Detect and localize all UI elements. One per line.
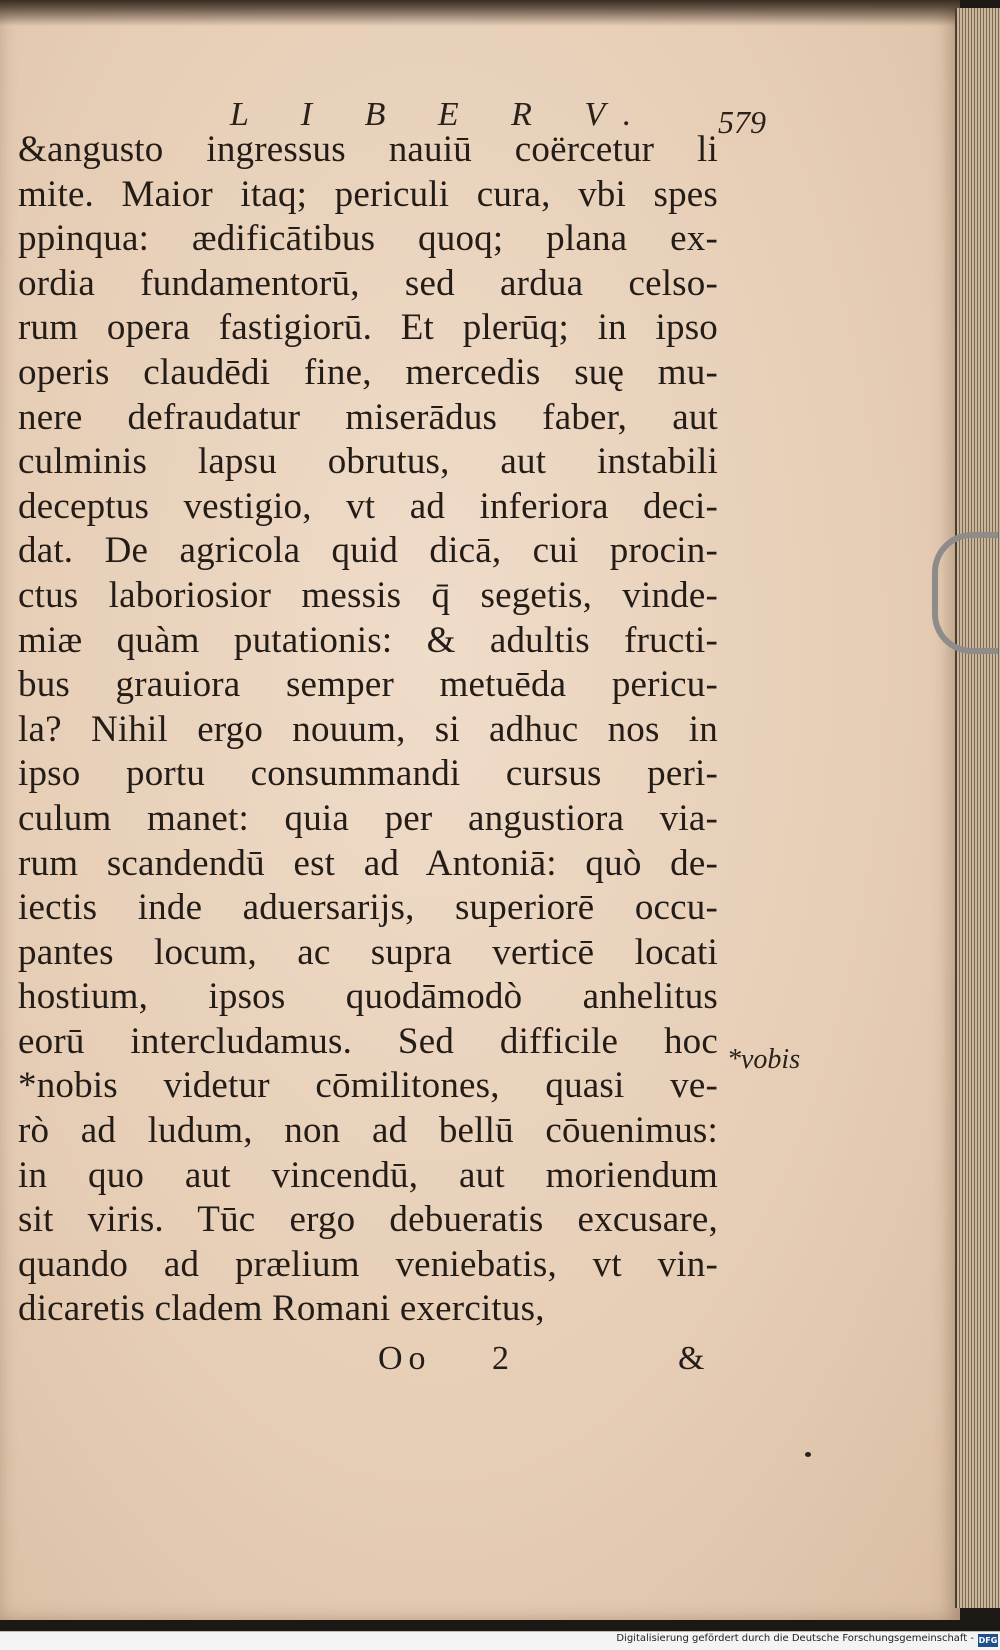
running-head-title: L I B E R V. xyxy=(230,96,654,133)
text-line: operis claudēdi fine, mercedis suę mu- xyxy=(18,351,718,393)
text-line: rum opera fastigiorū. Et plerūq; in ipso xyxy=(18,307,718,349)
text-line: quando ad prælium veniebatis, vt vin- xyxy=(18,1243,718,1285)
book-clasp xyxy=(932,532,998,654)
text-line: eorū intercludamus. Sed difficile hoc xyxy=(18,1020,718,1062)
text-line: deceptus vestigio, vt ad inferiora deci- xyxy=(18,485,718,527)
signature-number: 2 xyxy=(492,1340,509,1377)
footer-bar xyxy=(0,1631,1000,1650)
text-line: hostium, ipsos quodāmodò anhelitus xyxy=(18,976,718,1018)
text-line: &angusto ingressus nauiū coërcetur li xyxy=(18,129,718,170)
text-line: rum scandendū est ad Antoniā: quò de- xyxy=(18,842,718,884)
text-line: sit viris. Tūc ergo debueratis excusare, xyxy=(18,1199,718,1241)
text-line: culminis lapsu obrutus, aut instabili xyxy=(18,441,718,483)
ink-speck xyxy=(805,1452,811,1457)
text-line: ppinqua: ædificātibus quoq; plana ex- xyxy=(18,218,718,260)
page-edges xyxy=(955,8,1000,1608)
text-line: *nobis videtur cōmilitones, quasi ve- xyxy=(18,1065,718,1107)
text-line: rò ad ludum, non ad bellū cōuenimus: xyxy=(18,1110,718,1152)
text-line: bus grauiora semper metuēda pericu- xyxy=(18,664,718,706)
text-line: nere defraudatur miserādus faber, aut xyxy=(18,396,718,438)
text-line: miæ quàm putationis: & adultis fructi- xyxy=(18,619,718,661)
text-line: dicaretis cladem Romani exercitus, xyxy=(18,1288,545,1330)
signature-mark: Oo xyxy=(378,1340,432,1377)
catchword: & xyxy=(678,1340,705,1377)
text-line: ctus laboriosior messis q̄ segetis, vinde- xyxy=(18,574,718,616)
body-text xyxy=(18,128,718,1332)
text-line: la? Nihil ergo nouum, si adhuc nos in xyxy=(18,708,718,750)
footer-credit: Digitalisierung gefördert durch die Deutsche Forschungsgemeinschaft - xyxy=(616,1633,974,1644)
marginal-note: *vobis xyxy=(727,1044,801,1075)
text-line: ordia fundamentorū, sed ardua celso- xyxy=(18,262,718,304)
text-line: iectis inde aduersarijs, superiorē occu- xyxy=(18,887,718,929)
dfg-logo-icon: DFG xyxy=(978,1636,998,1645)
text-line: dat. De agricola quid dicā, cui procin- xyxy=(18,530,718,572)
catchline xyxy=(0,1340,960,1380)
page-top-shadow xyxy=(0,0,960,26)
text-line: mite. Maior itaq; periculi cura, vbi spes xyxy=(18,173,718,215)
text-line: in quo aut vincendū, aut moriendum xyxy=(18,1154,718,1196)
text-line: culum manet: quia per angustiora via- xyxy=(18,797,718,839)
page-number: 579 xyxy=(718,104,766,140)
text-line: pantes locum, ac supra verticē locati xyxy=(18,931,718,973)
text-line: ipso portu consummandi cursus peri- xyxy=(18,753,718,795)
